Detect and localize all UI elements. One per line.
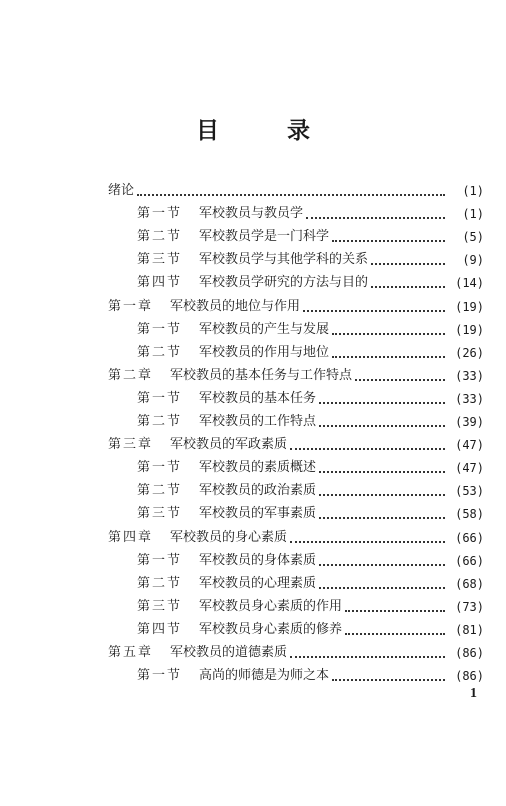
toc-chapter-entry <box>0 361 506 384</box>
toc-entry-number: 第二节 <box>137 483 183 499</box>
toc-entry-title: 军校教员的军政素质 <box>170 437 288 453</box>
dot-leader <box>306 216 445 219</box>
toc-section-entry <box>0 476 506 499</box>
toc-entry-label <box>137 229 329 245</box>
dot-leader <box>345 609 445 612</box>
dot-leader <box>332 332 445 335</box>
toc-section-entry <box>0 499 506 522</box>
dot-leader <box>290 655 445 658</box>
dot-leader <box>371 262 445 265</box>
dot-leader <box>319 470 445 473</box>
toc-entry-label <box>108 368 352 384</box>
toc-section-entry <box>0 315 506 338</box>
page-title: 目 录 <box>195 117 340 144</box>
dot-leader <box>332 678 445 681</box>
toc-chapter-entry <box>0 430 506 453</box>
toc-entry-label <box>137 275 368 291</box>
toc-chapter-entry <box>0 522 506 545</box>
toc-entry-page: (53) <box>455 484 484 499</box>
toc-entry-label <box>137 460 316 476</box>
dot-leader <box>290 540 445 543</box>
dot-leader <box>319 563 445 566</box>
toc-entry-title: 军校教员身心素质的修养 <box>199 621 343 637</box>
toc-entry-number: 第二节 <box>137 414 183 430</box>
dot-leader <box>319 586 445 589</box>
toc-entry-number: 第一章 <box>108 298 154 314</box>
toc-entry-title: 军校教员学研究的方法与目的 <box>199 275 369 291</box>
toc-entry-number: 第二章 <box>108 367 154 383</box>
toc-entry-number: 第一节 <box>137 206 183 222</box>
toc-entry-title: 军校教员的身体素质 <box>199 552 317 568</box>
toc-entry-page: (66) <box>455 553 484 568</box>
toc-entry-label <box>108 530 287 546</box>
dot-leader <box>345 632 445 635</box>
toc-entry-label <box>108 437 287 453</box>
toc-section-entry <box>0 338 506 361</box>
toc-section-entry <box>0 245 506 268</box>
toc-entry-title: 军校教员的道德素质 <box>170 644 288 660</box>
toc-entry-number: 第四节 <box>137 621 183 637</box>
toc-entry-number: 第一节 <box>137 321 183 337</box>
toc-entry-title: 军校教员的产生与发展 <box>199 321 330 337</box>
toc-entry-number: 第三节 <box>137 506 183 522</box>
toc-entry-title: 军校教员的心理素质 <box>199 575 317 591</box>
toc-entry-title: 军校教员的身心素质 <box>170 529 288 545</box>
toc-entry-label <box>137 206 303 222</box>
dot-leader <box>319 424 445 427</box>
toc-entry-label <box>108 645 287 661</box>
toc-section-entry <box>0 453 506 476</box>
toc-section-entry <box>0 569 506 592</box>
toc-entry-label <box>137 599 342 615</box>
toc-entry-page: (68) <box>455 576 484 591</box>
table-of-contents <box>0 176 506 684</box>
toc-entry-label <box>137 391 316 407</box>
toc-entry-number: 第一节 <box>137 668 183 684</box>
toc-entry-label <box>137 622 342 638</box>
dot-leader <box>371 285 445 288</box>
dot-leader <box>290 447 445 450</box>
toc-entry-label <box>108 183 134 199</box>
toc-entry-title: 军校教员学是一门科学 <box>199 229 330 245</box>
toc-entry-page: (33) <box>455 368 484 383</box>
toc-entry-page: (39) <box>455 415 484 430</box>
toc-entry-page: (58) <box>455 507 484 522</box>
toc-entry-page: (86) <box>455 645 484 660</box>
toc-chapter-entry <box>0 638 506 661</box>
toc-entry-number: 第二节 <box>137 575 183 591</box>
toc-chapter-entry <box>0 176 506 199</box>
toc-entry-page: (33) <box>455 391 484 406</box>
toc-entry-number: 第一节 <box>137 552 183 568</box>
toc-entry-number: 第二节 <box>137 344 183 360</box>
toc-entry-number: 第四节 <box>137 275 183 291</box>
toc-entry-number: 第三章 <box>108 437 154 453</box>
toc-section-entry <box>0 222 506 245</box>
toc-entry-page: (66) <box>455 530 484 545</box>
toc-entry-page: (26) <box>455 345 484 360</box>
toc-entry-label <box>137 553 316 569</box>
toc-entry-page: (14) <box>455 276 484 291</box>
toc-entry-number: 第二节 <box>137 229 183 245</box>
toc-entry-label <box>108 299 300 315</box>
toc-entry-title: 军校教员学与其他学科的关系 <box>199 252 369 268</box>
toc-entry-number: 第一节 <box>137 390 183 406</box>
toc-section-entry <box>0 615 506 638</box>
toc-entry-page: (9) <box>462 253 484 268</box>
toc-entry-title: 军校教员的基本任务与工作特点 <box>170 367 353 383</box>
toc-entry-title: 军校教员的地位与作用 <box>170 298 301 314</box>
toc-entry-page: (86) <box>455 669 484 684</box>
toc-entry-page: (47) <box>455 461 484 476</box>
toc-section-entry <box>0 199 506 222</box>
toc-entry-page: (1) <box>462 184 484 199</box>
toc-entry-title: 军校教员与教员学 <box>199 206 304 222</box>
toc-entry-title: 军校教员的作用与地位 <box>199 344 330 360</box>
toc-entry-label <box>137 414 316 430</box>
toc-entry-page: (5) <box>462 230 484 245</box>
toc-entry-number: 第三节 <box>137 252 183 268</box>
dot-leader <box>319 493 445 496</box>
toc-entry-title: 绪论 <box>108 183 135 199</box>
dot-leader <box>332 239 445 242</box>
dot-leader <box>355 378 445 381</box>
dot-leader <box>319 401 445 404</box>
toc-section-entry <box>0 407 506 430</box>
toc-entry-label <box>137 345 329 361</box>
dot-leader <box>303 309 445 312</box>
toc-entry-page: (73) <box>455 599 484 614</box>
toc-section-entry <box>0 384 506 407</box>
toc-entry-page: (1) <box>462 207 484 222</box>
toc-entry-page: (81) <box>455 622 484 637</box>
page-number: 1 <box>470 686 477 701</box>
toc-entry-label <box>137 252 368 268</box>
toc-section-entry <box>0 546 506 569</box>
toc-entry-title: 军校教员的军事素质 <box>199 506 317 522</box>
toc-entry-label <box>137 483 316 499</box>
toc-entry-page: (19) <box>455 299 484 314</box>
toc-entry-number: 第五章 <box>108 644 154 660</box>
toc-entry-label <box>137 322 329 338</box>
toc-entry-number: 第三节 <box>137 598 183 614</box>
toc-section-entry <box>0 661 506 684</box>
dot-leader <box>332 355 445 358</box>
toc-entry-title: 军校教员的工作特点 <box>199 414 317 430</box>
toc-entry-title: 军校教员的基本任务 <box>199 390 317 406</box>
toc-entry-page: (19) <box>455 322 484 337</box>
dot-leader <box>319 516 445 519</box>
toc-entry-label <box>137 506 316 522</box>
toc-section-entry <box>0 268 506 291</box>
dot-leader <box>137 193 445 196</box>
toc-entry-title: 军校教员的政治素质 <box>199 483 317 499</box>
toc-entry-title: 高尚的师德是为师之本 <box>199 668 330 684</box>
toc-chapter-entry <box>0 291 506 314</box>
toc-entry-title: 军校教员的素质概述 <box>199 460 317 476</box>
toc-entry-label <box>137 668 329 684</box>
toc-section-entry <box>0 592 506 615</box>
toc-entry-label <box>137 576 316 592</box>
toc-entry-number: 第一节 <box>137 460 183 476</box>
toc-entry-title: 军校教员身心素质的作用 <box>199 598 343 614</box>
toc-entry-number: 第四章 <box>108 529 154 545</box>
toc-entry-page: (47) <box>455 438 484 453</box>
